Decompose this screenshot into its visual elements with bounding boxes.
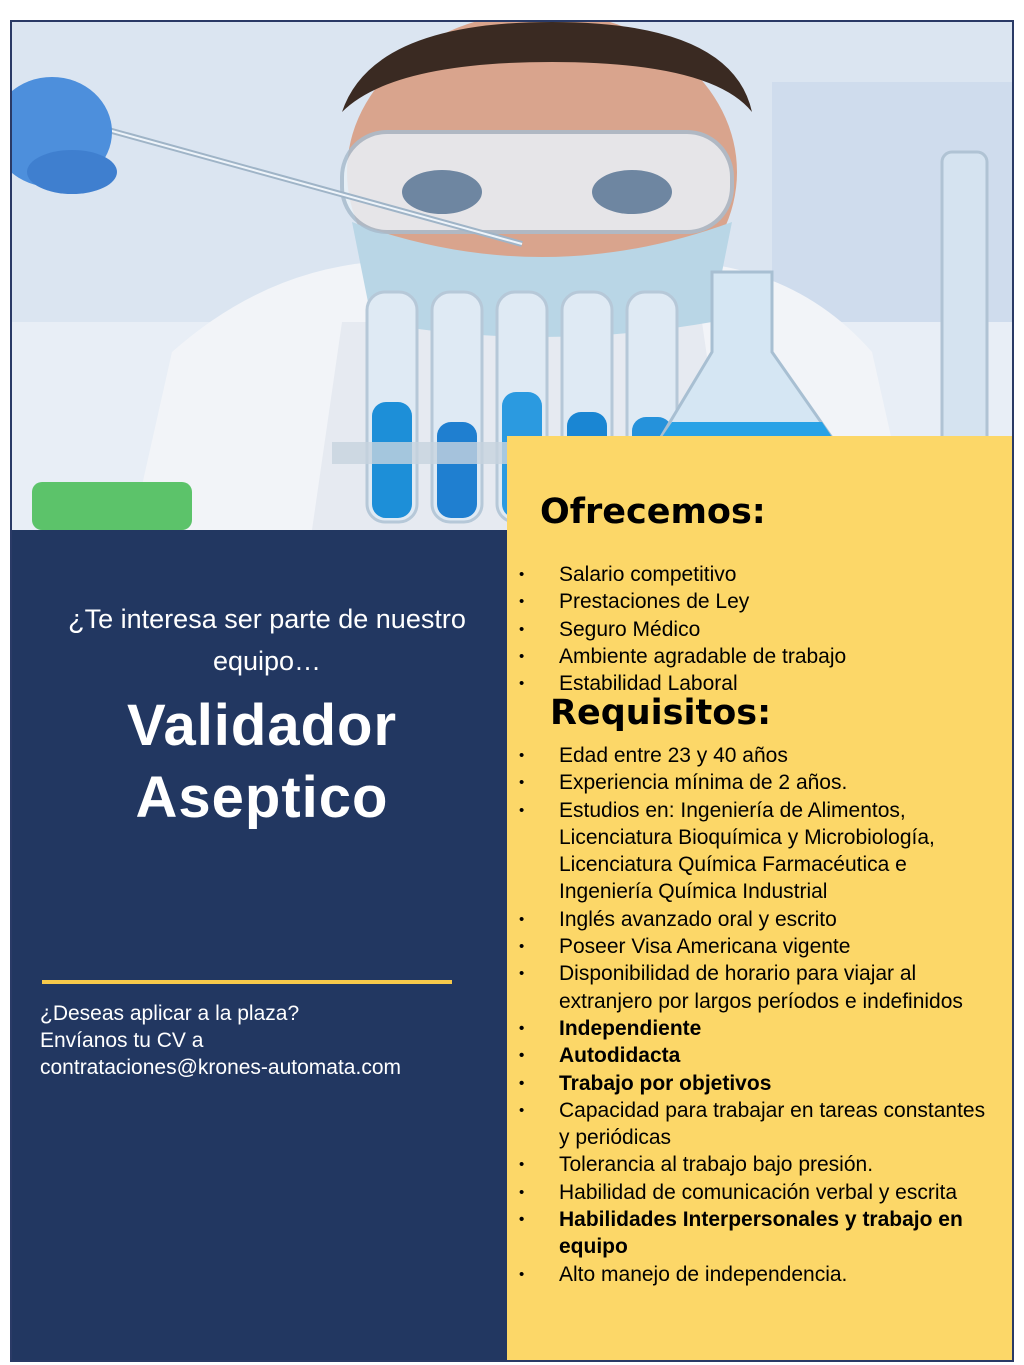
apply-instruction: Envíanos tu CV a [40,1029,204,1052]
divider-line [42,980,452,984]
left-panel [12,530,507,1360]
list-item: • Salario competitivo [517,561,997,588]
list-item: • Autodidacta [517,1042,997,1069]
offer-heading: Ofrecemos: [540,492,766,532]
list-item: • Trabajo por objetivos [517,1070,997,1097]
contact-email[interactable]: contrataciones@krones-automata.com [40,1056,401,1079]
list-item: • Seguro Médico [517,616,997,643]
list-item: • Capacidad para trabajar en tareas constantes y periódicas [517,1097,997,1152]
list-item: • Prestaciones de Ley [517,588,997,615]
list-item: • Ambiente agradable de trabajo [517,643,997,670]
apply-question: ¿Deseas aplicar a la plaza? [40,1002,300,1025]
list-item: • Disponibilidad de horario para viajar al extranjero por largos períodos e indefinidos [517,960,997,1015]
list-item: • Edad entre 23 y 40 años [517,742,997,769]
list-item: • Experiencia mínima de 2 años. [517,769,997,796]
requirements-heading: Requisitos: [550,693,772,733]
list-item: • Habilidad de comunicación verbal y escrita [517,1179,997,1206]
right-panel [507,436,1012,1360]
job-title-line-1: Validador [126,693,398,758]
list-item: • Poseer Visa Americana vigente [517,933,997,960]
offer-list [517,561,997,697]
flyer [10,20,1014,1362]
job-title [22,690,502,834]
list-item: • Inglés avanzado oral y escrito [517,906,997,933]
apply-info [40,1000,500,1081]
list-item: • Alto manejo de independencia. [517,1261,997,1288]
intro-text: ¿Te interesa ser parte de nuestro equipo… [68,604,466,676]
list-item: • Habilidades Interpersonales y trabajo en equipo [517,1206,997,1261]
list-item: • Estudios en: Ingeniería de Alimentos, Licenciatura Bioquímica y Microbiología, Licenciatura Química Farmacéutica e Ingeniería Química Industrial [517,797,997,906]
list-item: • Independiente [517,1015,997,1042]
list-item: • Estabilidad Laboral [517,670,997,697]
job-title-line-2: Aseptico [135,765,389,830]
requirements-list [517,742,997,1288]
list-item: • Tolerancia al trabajo bajo presión. [517,1151,997,1178]
